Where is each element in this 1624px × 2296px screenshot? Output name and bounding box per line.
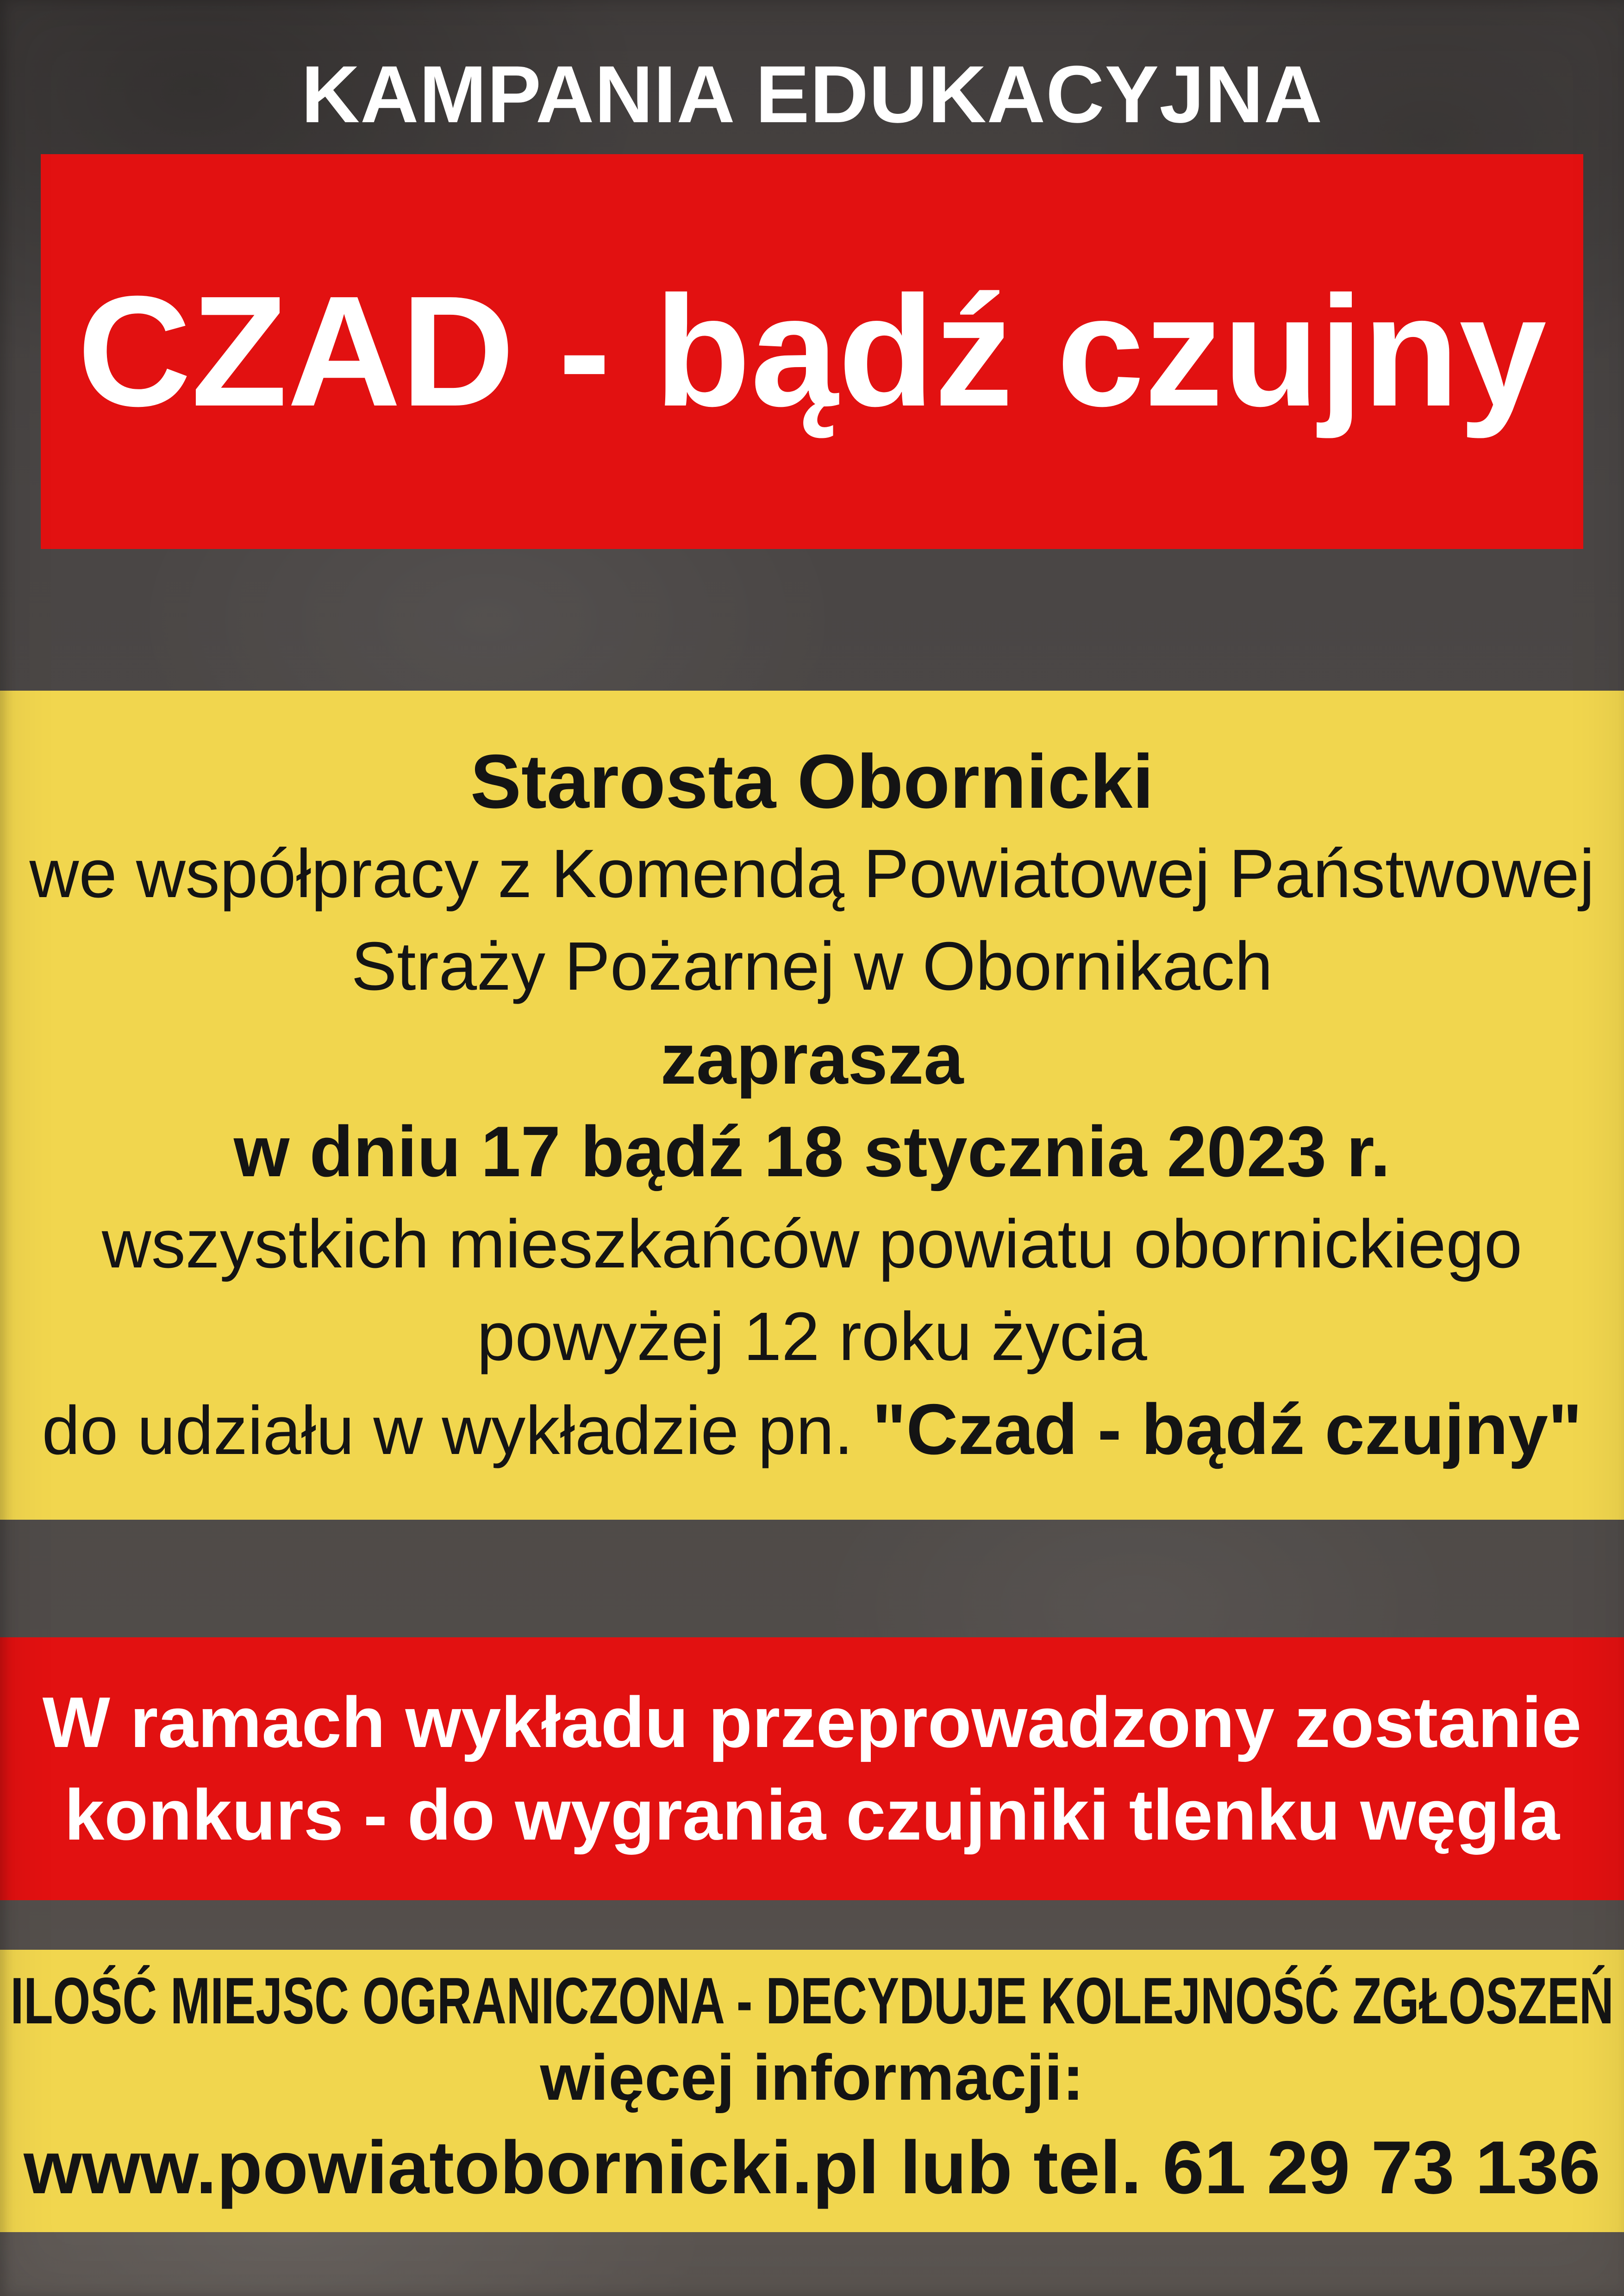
contest-banner bbox=[0, 1637, 1624, 1900]
invite-line-age: powyżej 12 roku życia bbox=[477, 1298, 1147, 1375]
invite-line-cooperation: we współpracy z Komendą Powiatowej Państwowej bbox=[29, 835, 1595, 912]
main-title-banner bbox=[41, 154, 1583, 549]
main-title: CZAD - bądź czujny bbox=[77, 263, 1547, 439]
invite-line-organizer: Starosta Obornicki bbox=[470, 738, 1154, 824]
capacity-note-text: ILOŚĆ MIEJSC OGRANICZONA - DECYDUJE KOLEJNOŚĆ ZGŁOSZEŃ bbox=[10, 1964, 1614, 2038]
capacity-note bbox=[0, 1960, 1624, 2041]
invite-lecture-prefix: do udziału w wykładzie pn. bbox=[42, 1392, 872, 1469]
contest-line-2: konkurs - do wygrania czujniki tlenku węgla bbox=[64, 1775, 1560, 1855]
invite-line-invites: zaprasza bbox=[660, 1018, 964, 1099]
more-info-label: więcej informacji: bbox=[540, 2040, 1084, 2114]
invite-line-date: w dniu 17 bądź 18 stycznia 2023 r. bbox=[233, 1111, 1391, 1192]
invite-lecture-title: "Czad - bądź czujny" bbox=[872, 1389, 1582, 1469]
invite-line-lecture bbox=[42, 1383, 1582, 1476]
info-panel bbox=[0, 1950, 1624, 2232]
website-phone-line: www.powiatobornicki.pl lub tel. 61 29 73 136 bbox=[24, 2125, 1600, 2209]
invite-line-audience: wszystkich mieszkańców powiatu obornickiego bbox=[101, 1205, 1523, 1282]
invite-line-fire-brigade: Straży Pożarnej w Obornikach bbox=[351, 928, 1273, 1004]
campaign-eyebrow: KAMPANIA EDUKACYJNA bbox=[301, 50, 1323, 140]
invitation-panel bbox=[0, 691, 1624, 1520]
contest-line-1: W ramach wykładu przeprowadzony zostanie bbox=[42, 1682, 1582, 1762]
